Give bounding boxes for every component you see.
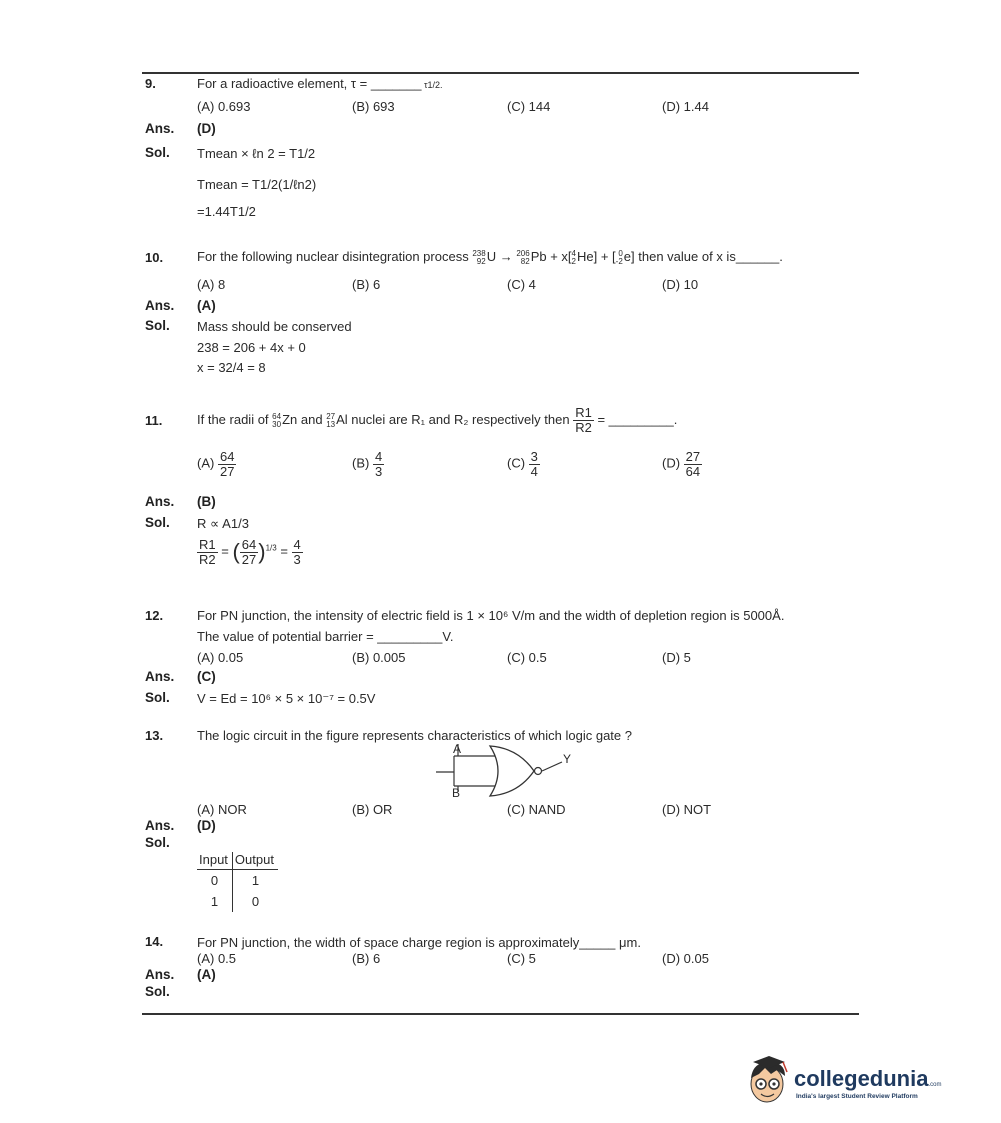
ans-label: Ans. bbox=[145, 967, 175, 982]
q10-option-d: (D) 10 bbox=[662, 277, 699, 292]
q13-option-d: (D) NOT bbox=[662, 802, 712, 817]
truth-table bbox=[197, 852, 278, 912]
q14-option-d: (D) 0.05 bbox=[662, 951, 709, 966]
q11-sol-equation: $\frac{R1}{R2}$ = ( $\frac{64}{27}$ )$^{1/3}$ = $\frac{4}{3}$ bbox=[199, 537, 301, 567]
sol-label: Sol. bbox=[145, 984, 170, 999]
question-number-13: 13. bbox=[145, 728, 164, 743]
nor-gate-body bbox=[490, 746, 534, 796]
q9-option-d: (D) 1.44 bbox=[662, 99, 709, 114]
q12-answer: (C) bbox=[197, 669, 216, 684]
q9-sol-line-3: =1.44T1/2 bbox=[197, 204, 256, 219]
collegedunia-logo: collegedunia.com bbox=[794, 1066, 942, 1091]
q10-option-c: (C) 4 bbox=[507, 277, 536, 292]
q11-option-d: (D) $\frac{27}{64}$ bbox=[662, 449, 701, 479]
collegedunia-tagline: India's largest Student Review Platform bbox=[796, 1093, 918, 1100]
q12-option-c: (C) 0.5 bbox=[507, 650, 547, 665]
ans-label: Ans. bbox=[145, 669, 175, 684]
sol-label: Sol. bbox=[145, 515, 170, 530]
gate-label-a: A bbox=[453, 742, 462, 756]
question-number-10: 10. bbox=[145, 250, 164, 265]
top-rule bbox=[142, 72, 859, 74]
gate-label-b: B bbox=[452, 786, 461, 800]
q13-question: The logic circuit in the figure represents characteristics of which logic gate ? bbox=[197, 728, 632, 743]
nor-gate-bubble bbox=[535, 768, 542, 775]
truth-table-header-output: Output bbox=[232, 852, 278, 870]
q10-sol-line-2: 238 = 206 + 4x + 0 bbox=[197, 340, 306, 355]
q13-option-b: (B) OR bbox=[352, 802, 393, 817]
q12-option-d: (D) 5 bbox=[662, 650, 691, 665]
question-number-14: 14. bbox=[145, 934, 164, 949]
q10-answer: (A) bbox=[197, 298, 216, 313]
gate-label-y: Y bbox=[563, 752, 572, 766]
gate-output-line bbox=[542, 762, 562, 771]
q14-answer: (A) bbox=[197, 967, 216, 982]
question-10-text: For the following nuclear disintegration process 238 92 U → 206 82 Pb + x[ 4 2 He] + [ 0 -2 e] then value of x is______. bbox=[197, 249, 783, 266]
q9-option-a: (A) 0.693 bbox=[197, 99, 251, 114]
arrow-icon: → bbox=[499, 249, 513, 264]
q13-option-a: (A) NOR bbox=[197, 802, 247, 817]
ans-label: Ans. bbox=[145, 818, 175, 833]
table-row: 0 1 bbox=[197, 870, 278, 892]
q14-question: For PN junction, the width of space charge region is approximately_____ μm. bbox=[197, 935, 641, 950]
question-11-text: If the radii of 64 30 Zn and 27 13 Al nuclei are R₁ and R₂ respectively then $\frac{R1}{R2}$ = _________. bbox=[197, 405, 678, 436]
q9-option-b: (B) 693 bbox=[352, 99, 395, 114]
q12-sol: V = Ed = 10⁶ × 5 × 10⁻⁷ = 0.5V bbox=[197, 691, 376, 706]
q12-line-2: The value of potential barrier = _________V. bbox=[197, 629, 454, 644]
q9-answer: (D) bbox=[197, 121, 216, 136]
q11-option-a: (A) $\frac{64}{27}$ bbox=[197, 449, 235, 479]
ans-label: Ans. bbox=[145, 121, 175, 136]
q14-option-b: (B) 6 bbox=[352, 951, 381, 966]
q13-answer: (D) bbox=[197, 818, 216, 833]
ans-label: Ans. bbox=[145, 298, 175, 313]
q9-sol-line-2: Tmean = T1/2(1/ℓn2) bbox=[197, 177, 317, 192]
sol-label: Sol. bbox=[145, 835, 170, 850]
q10-option-b: (B) 6 bbox=[352, 277, 381, 292]
sol-label: Sol. bbox=[145, 145, 170, 160]
q9-sol-line-1: Tmean × ℓn 2 = T1/2 bbox=[197, 146, 316, 161]
q14-option-a: (A) 0.5 bbox=[197, 951, 237, 966]
question-number-11: 11. bbox=[145, 413, 163, 428]
q13-option-c: (C) NAND bbox=[507, 802, 566, 817]
truth-table-header-input: Input bbox=[197, 852, 232, 870]
q11-sol-line-1: R ∝ A1/3 bbox=[197, 516, 249, 531]
sol-label: Sol. bbox=[145, 318, 170, 333]
q11-option-c: (C) $\frac{3}{4}$ bbox=[507, 449, 538, 479]
collegedunia-mascot-icon bbox=[747, 1056, 791, 1106]
question-number-12: 12. bbox=[145, 608, 164, 623]
question-number-9: 9. bbox=[145, 76, 156, 91]
q14-option-c: (C) 5 bbox=[507, 951, 536, 966]
bottom-rule bbox=[142, 1013, 859, 1015]
q10-sol-line-3: x = 32/4 = 8 bbox=[197, 360, 266, 375]
question-9-text: For a radioactive element, τ = _______ τ1/2. bbox=[197, 76, 443, 91]
q12-option-a: (A) 0.05 bbox=[197, 650, 244, 665]
q10-sol-line-1: Mass should be conserved bbox=[197, 319, 352, 334]
q12-line-1: For PN junction, the intensity of electric field is 1 × 10⁶ V/m and the width of depletion region is 5000Å. bbox=[197, 608, 785, 623]
table-row: 1 0 bbox=[197, 891, 278, 912]
q12-option-b: (B) 0.005 bbox=[352, 650, 406, 665]
q11-answer: (B) bbox=[197, 494, 216, 509]
q10-option-a: (A) 8 bbox=[197, 277, 226, 292]
q11-option-b: (B) $\frac{4}{3}$ bbox=[352, 449, 383, 479]
ans-label: Ans. bbox=[145, 494, 175, 509]
ratio-fraction: $\frac{R1}{R2}$ bbox=[575, 405, 592, 436]
q9-option-c: (C) 144 bbox=[507, 99, 551, 114]
sol-label: Sol. bbox=[145, 690, 170, 705]
